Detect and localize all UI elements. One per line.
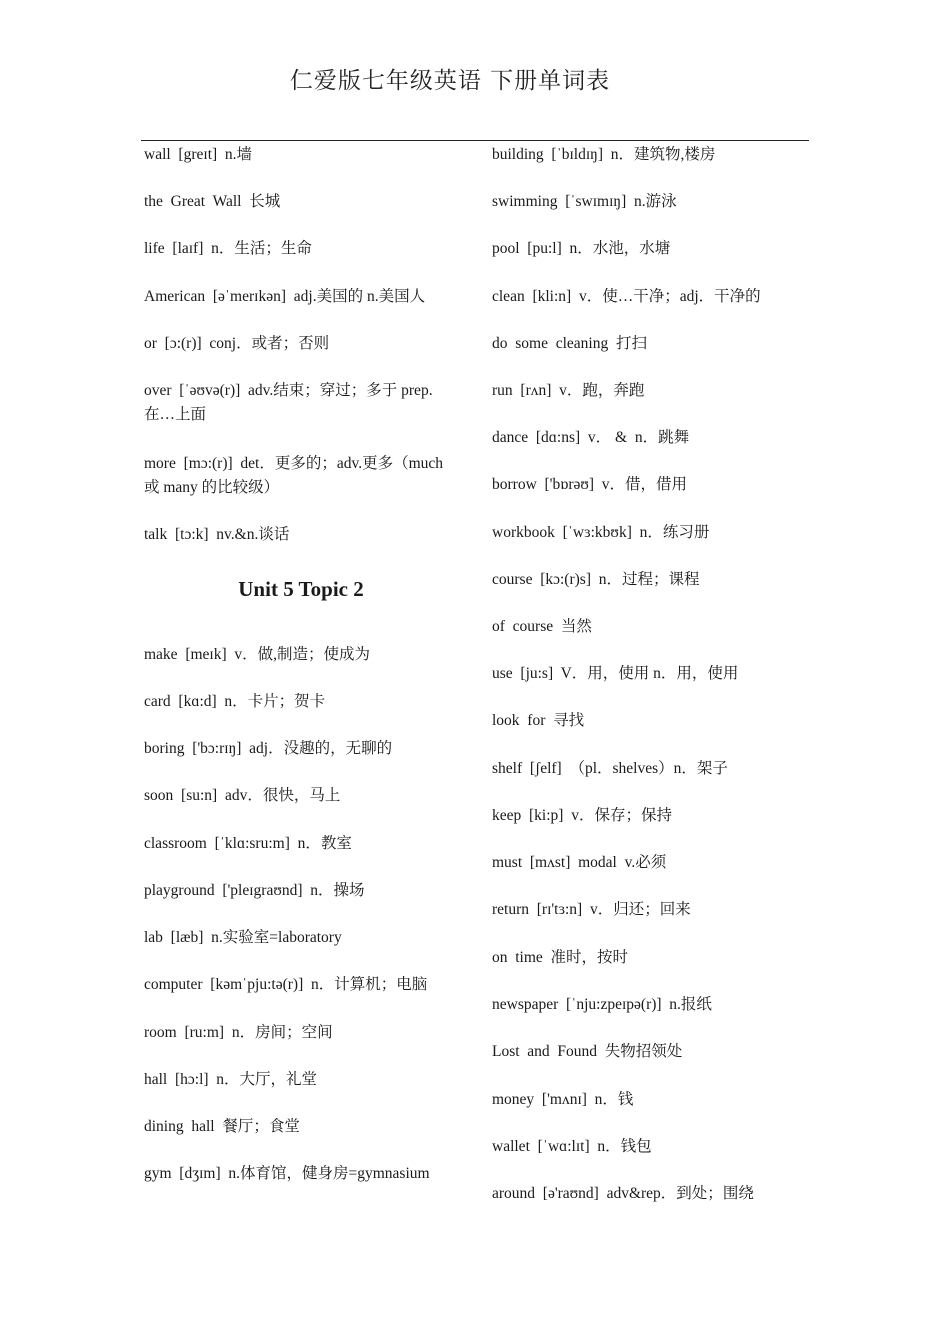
vocab-entry: shelf [ʃelf] （pl．shelves）n．架子 (492, 760, 728, 777)
vocab-entry: course [kɔ:(r)s] n．过程；课程 (492, 571, 700, 588)
vocab-entry: clean [kli:n] v．使…干净；adj．干净的 (492, 288, 761, 305)
vocab-entry: room [ru:m] n．房间；空间 (144, 1024, 333, 1041)
vocab-entry: soon [su:n] adv．很快，马上 (144, 787, 341, 804)
section-heading: Unit 5 Topic 2 (238, 577, 364, 601)
vocab-entry: money ['mʌnɪ] n．钱 (492, 1091, 634, 1108)
header-rule (141, 140, 809, 141)
vocab-entry: look for 寻找 (492, 712, 585, 729)
vocab-entry: keep [ki:p] v．保存；保持 (492, 807, 672, 824)
vocab-entry: use [ju:s] V．用，使用 n．用，使用 (492, 665, 739, 682)
vocab-entry: or [ɔ:(r)] conj．或者；否则 (144, 335, 330, 352)
vocab-entry: boring ['bɔ:rɪŋ] adj．没趣的，无聊的 (144, 740, 393, 757)
vocab-entry: workbook [ˈwɜ:kbʊk] n．练习册 (492, 524, 710, 541)
vocab-entry: American [əˈmerɪkən] adj.美国的 n.美国人 (144, 288, 426, 305)
vocab-entry: life [laɪf] n．生活；生命 (144, 240, 312, 257)
vocab-entry: the Great Wall 长城 (144, 193, 281, 210)
vocab-entry: make [meɪk] v．做,制造；使成为 (144, 646, 371, 663)
vocab-entry: on time 准时，按时 (492, 949, 629, 966)
vocab-entry: around [ə'raʊnd] adv&rep．到处；围绕 (492, 1185, 754, 1202)
vocab-entry: building [ˈbɪldɪŋ] n．建筑物,楼房 (492, 146, 716, 163)
vocab-entry: gym [dʒɪm] n.体育馆，健身房=gymnasium (144, 1165, 430, 1182)
vocab-entry: run [rʌn] v．跑，奔跑 (492, 382, 645, 399)
vocab-entry: classroom [ˈklɑ:sru:m] n．教室 (144, 835, 352, 852)
vocab-entry: dining hall 餐厅；食堂 (144, 1118, 300, 1135)
vocab-entry: pool [pu:l] n．水池，水塘 (492, 240, 671, 257)
vocab-entry: borrow ['bɒrəʊ] v．借，借用 (492, 476, 688, 493)
page-title: 仁爱版七年级英语 下册单词表 (289, 68, 611, 94)
vocab-entry: newspaper [ˈnju:zpeɪpə(r)] n.报纸 (492, 996, 712, 1013)
vocab-entry: computer [kəmˈpju:tə(r)] n．计算机；电脑 (144, 976, 428, 993)
vocab-entry: over [ˈəʊvə(r)] adv.结束；穿过；多于 prep.在…上面 (144, 382, 433, 423)
vocab-entry: must [mʌst] modal v.必须 (492, 854, 667, 871)
vocab-entry: swimming [ˈswɪmɪŋ] n.游泳 (492, 193, 677, 210)
vocab-entry: Lost and Found 失物招领处 (492, 1043, 683, 1060)
vocab-entry: wall [greɪt] n.墙 (144, 146, 253, 163)
vocab-entry: playground ['pleɪgraʊnd] n．操场 (144, 882, 365, 899)
vocab-entry: hall [hɔ:l] n．大厅，礼堂 (144, 1071, 318, 1088)
vocab-entry: dance [dɑ:ns] v． & n．跳舞 (492, 429, 690, 446)
vocab-entry: return [rɪ'tɜ:n] v．归还；回来 (492, 901, 691, 918)
vocab-entry: talk [tɔ:k] nv.&n.谈话 (144, 526, 290, 543)
vocab-entry: wallet [ˈwɑ:lɪt] n．钱包 (492, 1138, 652, 1155)
vocab-entry: do some cleaning 打扫 (492, 335, 647, 352)
vocab-entry: card [kɑ:d] n．卡片；贺卡 (144, 693, 326, 710)
vocab-entry: more [mɔ:(r)] det．更多的；adv.更多（much 或 many 的比较级） (144, 455, 447, 496)
vocab-entry: lab [læb] n.实验室=laboratory (144, 929, 342, 946)
vocab-entry: of course 当然 (492, 618, 592, 635)
